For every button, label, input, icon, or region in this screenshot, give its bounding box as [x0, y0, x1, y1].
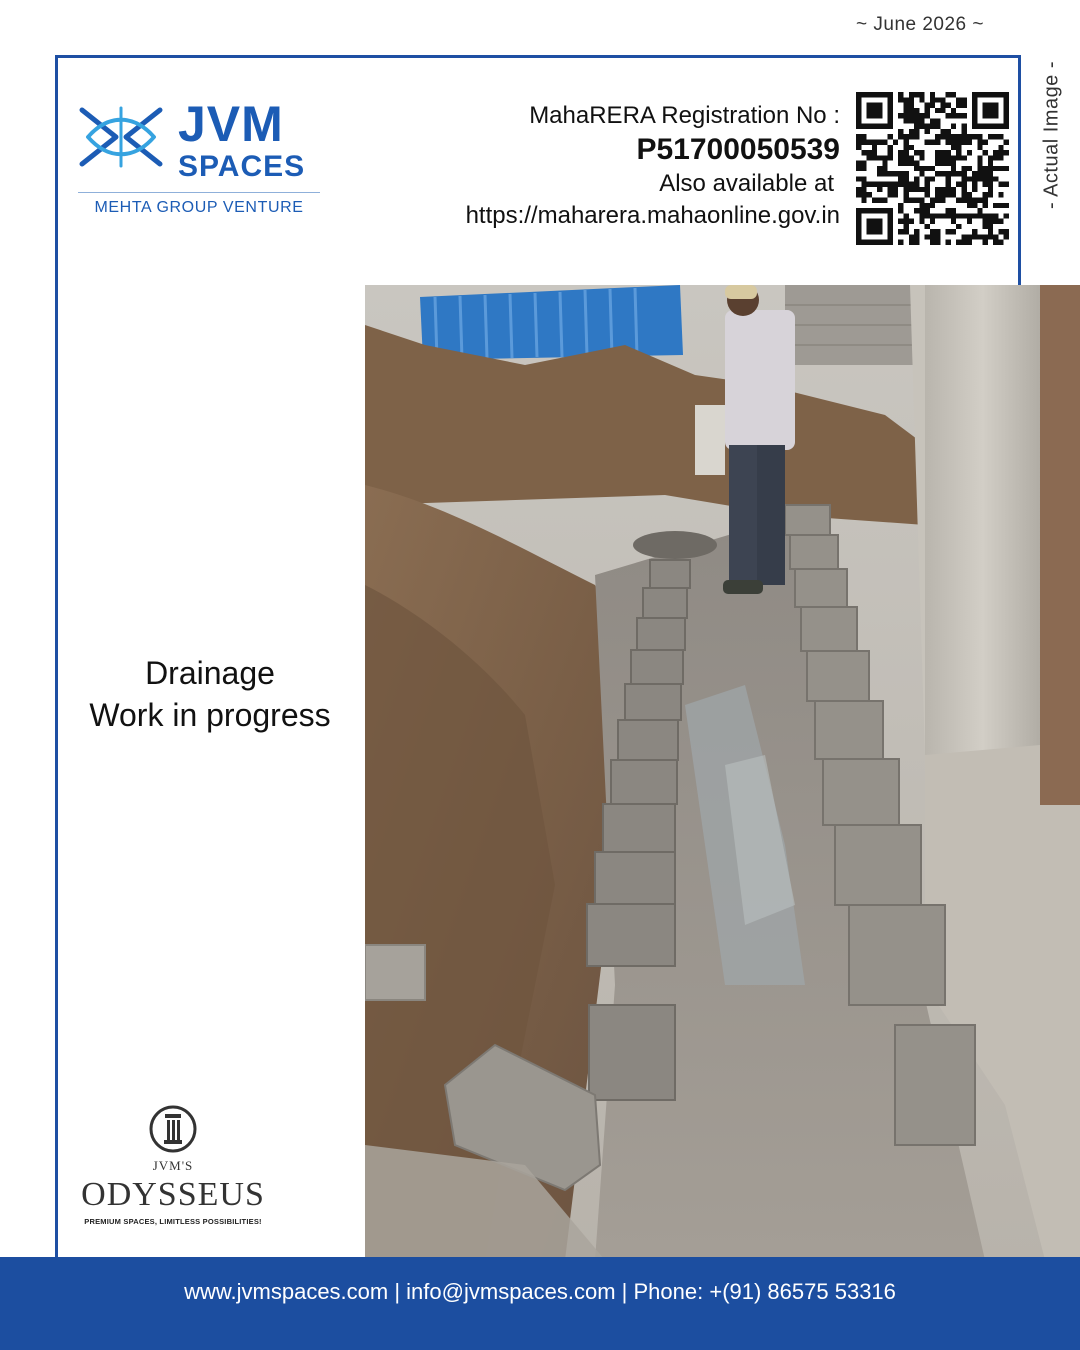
caption-line2: Work in progress	[89, 697, 331, 733]
project-tagline: PREMIUM SPACES, LIMITLESS POSSIBILITIES!	[84, 1217, 262, 1226]
rera-label: MahaRERA Registration No :	[529, 102, 840, 129]
construction-photo	[365, 285, 1080, 1260]
rera-info	[466, 100, 840, 232]
qr-code-icon[interactable]	[856, 92, 1009, 245]
brand-name: JVM	[178, 96, 284, 152]
date-label: ~ June 2026 ~	[856, 14, 984, 35]
brand-name-line2: SPACES	[178, 150, 306, 183]
rera-number: P51700050539	[636, 133, 840, 166]
footer-contact-text[interactable]: www.jvmspaces.com | info@jvmspaces.com | Phone: +(91) 86575 53316	[184, 1279, 896, 1304]
jvm-star-icon	[78, 104, 164, 170]
odysseus-emblem-icon	[148, 1104, 198, 1154]
caption-line1: Drainage	[145, 655, 275, 691]
odysseus-logo	[78, 1100, 268, 1240]
logo-divider	[78, 192, 320, 193]
rera-url-link[interactable]: https://maharera.mahaonline.gov.in	[465, 202, 840, 229]
project-prefix: JVM'S	[152, 1158, 194, 1173]
contact-footer	[0, 1257, 1080, 1350]
actual-image-label: - Actual Image -	[1040, 60, 1063, 210]
project-name: ODYSSEUS	[81, 1176, 265, 1213]
jvm-spaces-logo	[78, 96, 323, 220]
brand-tagline: MEHTA GROUP VENTURE	[94, 199, 304, 216]
rera-available-text: Also available at	[659, 170, 834, 197]
photo-caption	[58, 652, 362, 736]
